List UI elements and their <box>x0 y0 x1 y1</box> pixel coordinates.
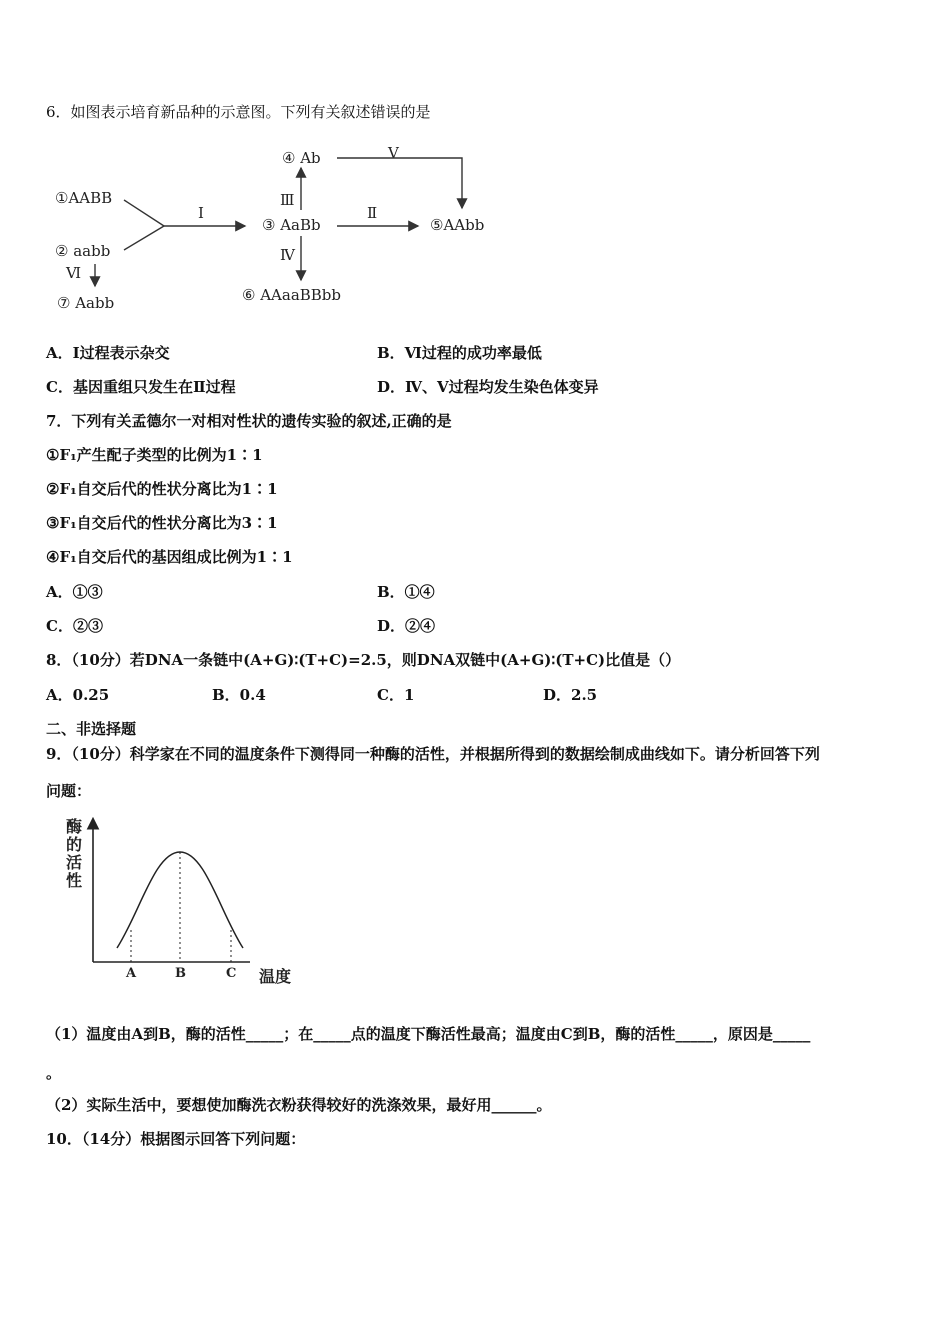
q7-option-c[interactable]: C．②③ <box>46 617 103 635</box>
node-6: ⑥ AAaaBBbb <box>242 286 342 304</box>
q6-stem: 6．如图表示培育新品种的示意图。下列有关叙述错误的是 <box>46 103 431 121</box>
q8-stem: 8．（10分）若DNA一条链中(A+G)∶(T+C)=2.5，则DNA双链中(A+G)∶(T+C)比值是（） <box>46 651 681 669</box>
q7-stem: 7．下列有关孟德尔一对相对性状的遗传实验的叙述,正确的是 <box>46 412 452 430</box>
node-4: ④ Ab <box>282 149 321 167</box>
q6-option-a[interactable]: A．Ⅰ过程表示杂交 <box>46 344 170 362</box>
q8-option-a[interactable]: A．0.25 <box>46 686 110 704</box>
y-axis-label: 酶的活性 <box>63 818 83 890</box>
q8-option-d[interactable]: D．2.5 <box>543 686 598 704</box>
node-5: ⑤AAbb <box>430 216 485 234</box>
x-axis-label: 温度 <box>259 967 292 986</box>
q7-option-a[interactable]: A．①③ <box>46 583 103 601</box>
q6-option-b[interactable]: B．Ⅵ过程的成功率最低 <box>377 344 542 362</box>
q6-option-c[interactable]: C．基因重组只发生在Ⅱ过程 <box>46 378 236 396</box>
q6-option-d[interactable]: D．Ⅳ、Ⅴ过程均发生染色体变异 <box>377 378 599 396</box>
node-3: ③ AaBb <box>262 216 321 234</box>
process-6: Ⅵ <box>66 264 82 282</box>
q7-statement-2: ②F₁自交后代的性状分离比为1∶1 <box>46 480 278 498</box>
q8-option-b[interactable]: B．0.4 <box>212 686 266 704</box>
q9-sub2: （2）实际生活中，要想使加酶洗衣粉获得较好的洗涤效果，最好用______。 <box>46 1096 552 1114</box>
node-7: ⑦ Aabb <box>57 294 115 312</box>
breeding-diagram <box>40 138 510 318</box>
q9-stem-line1: 9．（10分）科学家在不同的温度条件下测得同一种酶的活性，并根据所得到的数据绘制成曲线如下。请分析回答下列 <box>46 745 820 763</box>
q9-sub1-line2: 。 <box>46 1064 62 1082</box>
node-2: ② aabb <box>55 242 111 260</box>
q8-option-c[interactable]: C．1 <box>377 686 415 704</box>
q9-sub1-line1: （1）温度由A到B，酶的活性_____；在_____点的温度下酶活性最高；温度由C到B，酶的活性_____，原因是_____ <box>46 1025 811 1043</box>
process-3: Ⅲ <box>280 191 295 209</box>
q7-statement-4: ④F₁自交后代的基因组成比例为1∶1 <box>46 548 293 566</box>
q7-statement-3: ③F₁自交后代的性状分离比为3∶1 <box>46 514 278 532</box>
section-heading: 二、非选择题 <box>46 720 137 738</box>
process-2: Ⅱ <box>367 204 378 222</box>
q9-stem-line2: 问题： <box>46 782 92 800</box>
process-1: Ⅰ <box>198 204 204 222</box>
tick-a: A <box>126 966 137 981</box>
q10-stem: 10．（14分）根据图示回答下列问题： <box>46 1130 306 1148</box>
node-1: ①AABB <box>55 189 113 207</box>
process-5: Ⅴ <box>388 144 399 162</box>
q7-option-d[interactable]: D．②④ <box>377 617 436 635</box>
q7-statement-1: ①F₁产生配子类型的比例为1∶1 <box>46 446 263 464</box>
tick-b: B <box>175 966 186 981</box>
q7-option-b[interactable]: B．①④ <box>377 583 435 601</box>
tick-c: C <box>226 966 237 981</box>
enzyme-activity-graph <box>55 812 315 992</box>
process-4: Ⅳ <box>280 246 295 264</box>
